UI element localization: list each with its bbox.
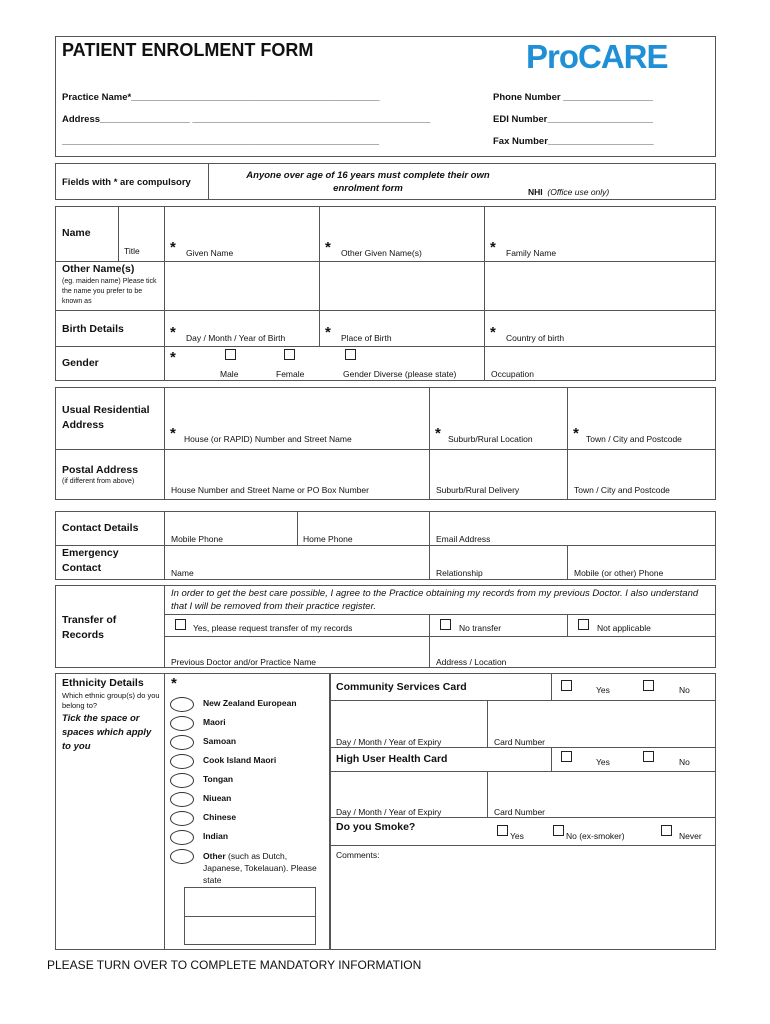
procare-logo: ProCARE bbox=[526, 38, 668, 75]
high-user-card-label: High User Health Card bbox=[336, 753, 448, 765]
place-of-birth-star: * bbox=[325, 324, 331, 341]
ethnicity-option-tongan: Tongan bbox=[203, 774, 234, 784]
male-checkbox[interactable] bbox=[225, 349, 236, 360]
compulsory-note: Fields with * are compulsory bbox=[62, 177, 191, 188]
address-line2-field[interactable]: ____________________________________________________________ bbox=[62, 136, 380, 147]
occupation-label[interactable]: Occupation bbox=[491, 369, 534, 379]
comments-label[interactable]: Comments: bbox=[336, 850, 380, 860]
emergency-name-label[interactable]: Name bbox=[171, 568, 194, 578]
postal-address-label: Postal Address bbox=[62, 464, 139, 476]
high-user-yes-label: Yes bbox=[596, 757, 610, 767]
other-given-star: * bbox=[325, 239, 331, 256]
other-names-note: (eg. maiden name) Please tick the name you prefer to be known as bbox=[62, 278, 157, 305]
phone-number-field[interactable]: Phone Number _________________ bbox=[493, 92, 654, 103]
ethnicity-instruction: Tick the space or spaces which apply to you bbox=[62, 713, 152, 752]
suburb-label[interactable]: Suburb/Rural Location bbox=[448, 434, 533, 444]
gender-label: Gender bbox=[62, 357, 99, 369]
ethnicity-option-cook-island: Cook Island Maori bbox=[203, 755, 277, 765]
smoke-yes-label: Yes bbox=[510, 831, 524, 841]
relationship-label[interactable]: Relationship bbox=[436, 568, 483, 578]
ethnicity-option-maori: Maori bbox=[203, 717, 226, 727]
ethnicity-radio-chinese[interactable] bbox=[170, 811, 194, 826]
nhi-label bbox=[528, 187, 609, 197]
ethnicity-question: Which ethnic group(s) do you belong to? bbox=[62, 691, 160, 710]
given-name-label[interactable]: Given Name bbox=[186, 248, 234, 258]
family-name-star: * bbox=[490, 239, 496, 256]
ethnicity-radio-cook-island[interactable] bbox=[170, 754, 194, 769]
suburb-star: * bbox=[435, 425, 441, 442]
nhi-text: NHI bbox=[528, 187, 543, 197]
yes-transfer-checkbox[interactable] bbox=[175, 619, 186, 630]
other-names-label: Other Name(s) bbox=[62, 263, 135, 275]
town-label[interactable]: Town / City and Postcode bbox=[586, 434, 682, 444]
ethnicity-radio-niuean[interactable] bbox=[170, 792, 194, 807]
not-applicable-label: Not applicable bbox=[597, 623, 651, 633]
nhi-note: (Office use only) bbox=[547, 187, 610, 197]
edi-number-field[interactable]: EDI Number____________________ bbox=[493, 114, 654, 125]
place-of-birth-label[interactable]: Place of Birth bbox=[341, 333, 392, 343]
address-location-label[interactable]: Address / Location bbox=[436, 657, 507, 667]
female-checkbox[interactable] bbox=[284, 349, 295, 360]
ethnicity-star: * bbox=[171, 675, 177, 692]
other-label: Other bbox=[203, 851, 226, 861]
female-label: Female bbox=[276, 369, 305, 379]
transfer-consent: In order to get the best care possible, I agree to the Practice obtaining my records from my previous Doctor. I also understand that I will be removed from their practice register. bbox=[171, 588, 699, 612]
dob-star: * bbox=[170, 324, 176, 341]
transfer-label: Transfer of Records bbox=[62, 614, 117, 641]
community-no-label: No bbox=[679, 685, 690, 695]
given-name-star: * bbox=[170, 239, 176, 256]
usual-address-label: Usual Residential Address bbox=[62, 404, 150, 431]
ethnicity-radio-maori[interactable] bbox=[170, 716, 194, 731]
name-label: Name bbox=[62, 227, 91, 239]
previous-doctor-label[interactable]: Previous Doctor and/or Practice Name bbox=[171, 657, 317, 667]
postal-house-label[interactable]: House Number and Street Name or PO Box Number bbox=[171, 485, 369, 495]
yes-transfer-label: Yes, please request transfer of my records bbox=[193, 623, 353, 633]
ethnicity-label: Ethnicity Details bbox=[62, 677, 144, 689]
title-label: Title bbox=[124, 246, 140, 256]
home-phone-label[interactable]: Home Phone bbox=[303, 534, 353, 544]
ethnicity-option-indian: Indian bbox=[203, 831, 229, 841]
male-label: Male bbox=[220, 369, 239, 379]
high-user-expiry-label[interactable]: Day / Month / Year of Expiry bbox=[336, 807, 442, 817]
high-user-yes-checkbox[interactable] bbox=[561, 751, 572, 762]
community-yes-checkbox[interactable] bbox=[561, 680, 572, 691]
ethnicity-radio-nz-european[interactable] bbox=[170, 697, 194, 712]
ethnicity-option-chinese: Chinese bbox=[203, 812, 237, 822]
postal-town-label[interactable]: Town / City and Postcode bbox=[574, 485, 670, 495]
practice-name-field[interactable]: Practice Name*_______________________________________________ bbox=[62, 92, 380, 103]
age-note: Anyone over age of 16 years must complete their own enrolment form bbox=[246, 170, 490, 194]
gender-star: * bbox=[170, 349, 176, 366]
ethnicity-option-samoan: Samoan bbox=[203, 736, 237, 746]
not-applicable-checkbox[interactable] bbox=[578, 619, 589, 630]
footer-note: PLEASE TURN OVER TO COMPLETE MANDATORY INFORMATION bbox=[47, 958, 422, 972]
town-star: * bbox=[573, 425, 579, 442]
emergency-mobile-label[interactable]: Mobile (or other) Phone bbox=[574, 568, 664, 578]
high-user-card-number-label[interactable]: Card Number bbox=[494, 807, 546, 817]
postal-address-note: (if different from above) bbox=[62, 478, 135, 485]
no-transfer-label: No transfer bbox=[459, 623, 502, 633]
emergency-contact-label: Emergency Contact bbox=[62, 547, 119, 574]
dob-label[interactable]: Day / Month / Year of Birth bbox=[186, 333, 286, 343]
gender-diverse-checkbox[interactable] bbox=[345, 349, 356, 360]
community-card-label: Community Services Card bbox=[336, 681, 467, 693]
country-of-birth-star: * bbox=[490, 324, 496, 341]
ethnicity-radio-tongan[interactable] bbox=[170, 773, 194, 788]
ethnicity-radio-other[interactable] bbox=[170, 849, 194, 864]
community-card-number-label[interactable]: Card Number bbox=[494, 737, 546, 747]
ethnicity-option-nz-european: New Zealand European bbox=[203, 698, 297, 708]
birth-details-label: Birth Details bbox=[62, 323, 124, 335]
ethnicity-radio-indian[interactable] bbox=[170, 830, 194, 845]
mobile-phone-label[interactable]: Mobile Phone bbox=[171, 534, 223, 544]
address-field[interactable]: Address_________________ _____________________________________________ bbox=[62, 114, 431, 125]
smoke-ex-checkbox[interactable] bbox=[553, 825, 564, 836]
gender-diverse-label: Gender Diverse (please state) bbox=[343, 369, 457, 379]
smoke-ex-label: No (ex-smoker) bbox=[566, 831, 625, 841]
house-number-label[interactable]: House (or RAPID) Number and Street Name bbox=[184, 434, 352, 444]
smoke-label: Do you Smoke? bbox=[336, 821, 416, 833]
no-transfer-checkbox[interactable] bbox=[440, 619, 451, 630]
other-given-names-label[interactable]: Other Given Name(s) bbox=[341, 248, 422, 258]
page-title: PATIENT ENROLMENT FORM bbox=[62, 40, 314, 60]
house-star: * bbox=[170, 425, 176, 442]
high-user-no-label: No bbox=[679, 757, 690, 767]
high-user-no-checkbox[interactable] bbox=[643, 751, 654, 762]
smoke-never-checkbox[interactable] bbox=[661, 825, 672, 836]
community-no-checkbox[interactable] bbox=[643, 680, 654, 691]
community-expiry-label[interactable]: Day / Month / Year of Expiry bbox=[336, 737, 442, 747]
ethnicity-option-other bbox=[203, 850, 328, 886]
email-label[interactable]: Email Address bbox=[436, 534, 491, 544]
contact-details-label: Contact Details bbox=[62, 522, 139, 534]
postal-suburb-label[interactable]: Suburb/Rural Delivery bbox=[436, 485, 520, 495]
country-of-birth-label[interactable]: Country of birth bbox=[506, 333, 565, 343]
smoke-never-label: Never bbox=[679, 831, 702, 841]
family-name-label[interactable]: Family Name bbox=[506, 248, 557, 258]
other-note: (such as Dutch, Japanese, Tokelauan). Please state bbox=[203, 851, 317, 885]
ethnicity-option-niuean: Niuean bbox=[203, 793, 232, 803]
smoke-yes-checkbox[interactable] bbox=[497, 825, 508, 836]
community-yes-label: Yes bbox=[596, 685, 610, 695]
ethnicity-radio-samoan[interactable] bbox=[170, 735, 194, 750]
fax-number-field[interactable]: Fax Number____________________ bbox=[493, 136, 654, 147]
